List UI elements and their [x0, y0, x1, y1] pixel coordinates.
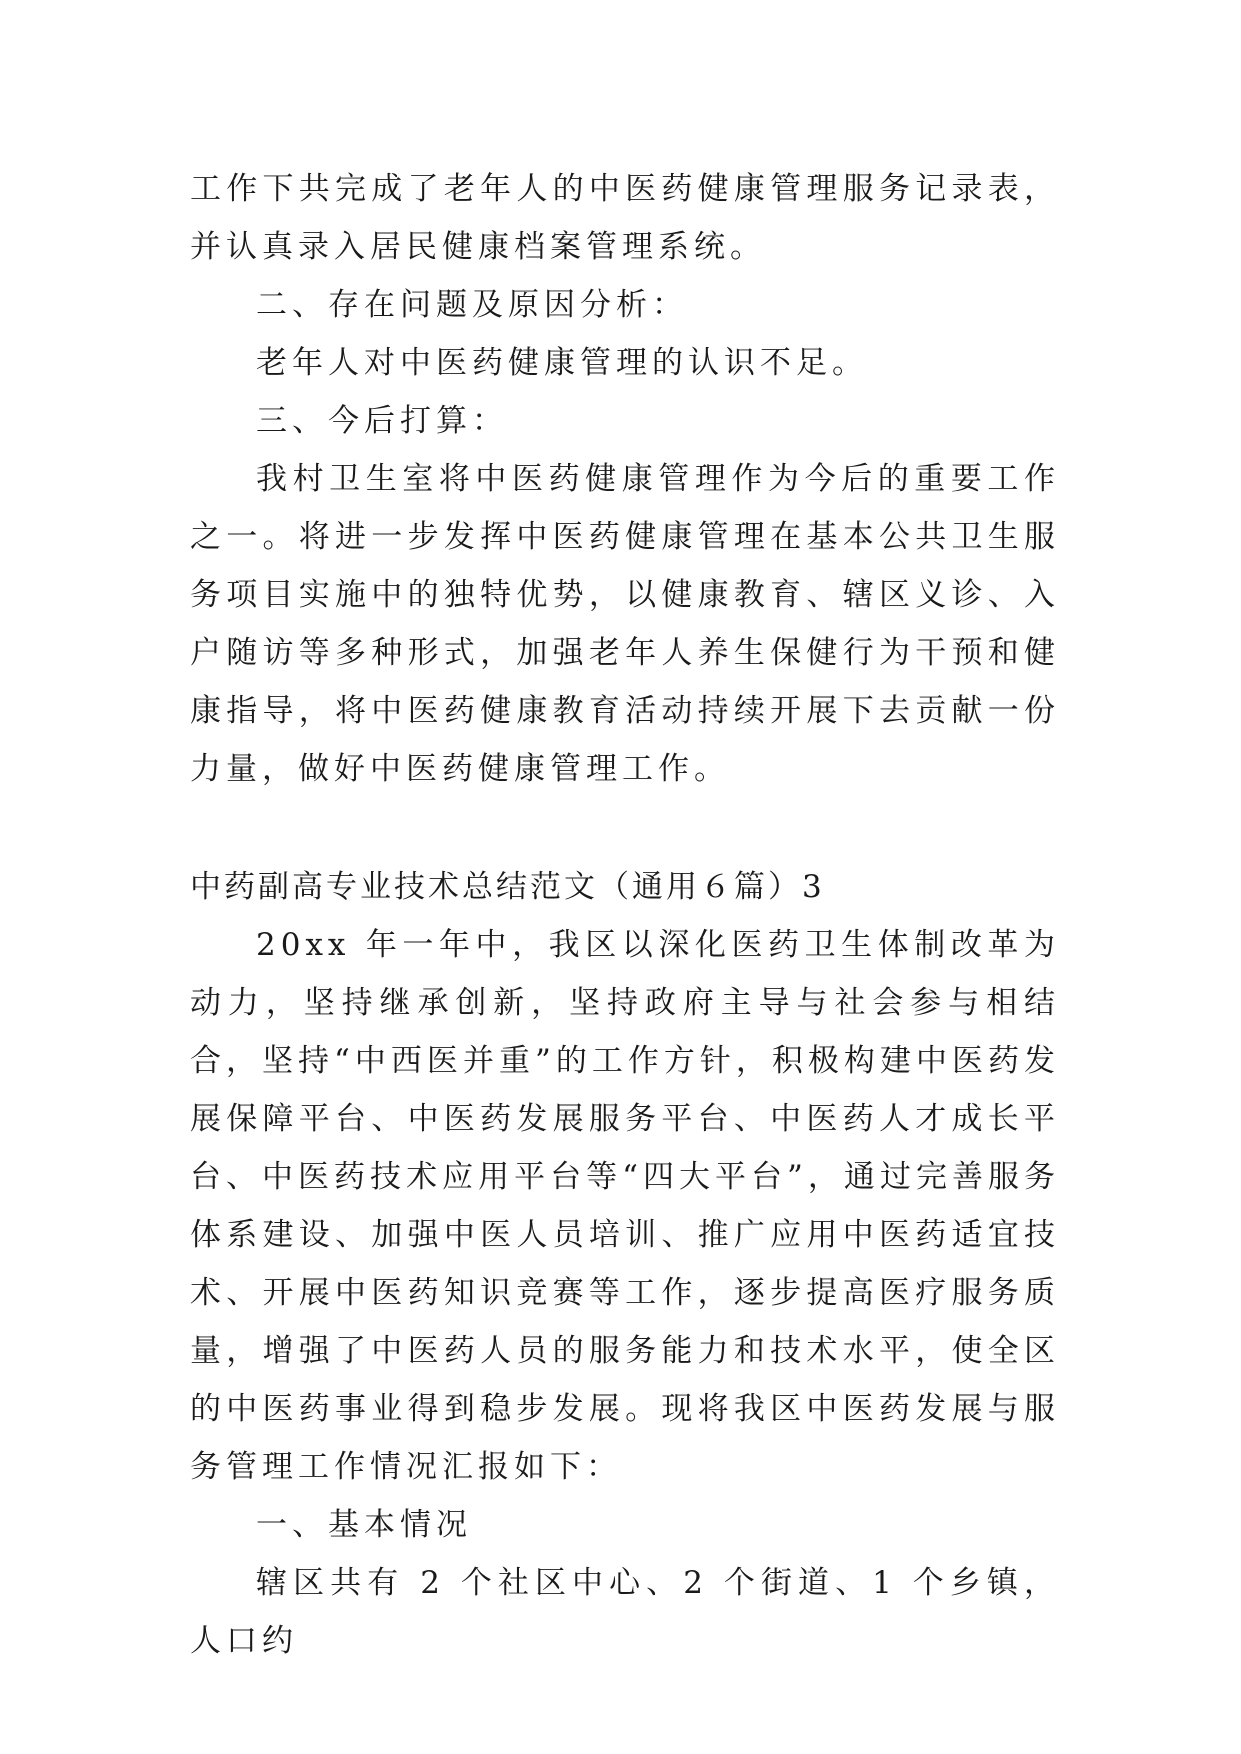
paragraph-intro: 20xx 年一年中，我区以深化医药卫生体制改革为动力，坚持继承创新，坚持政府主导与社会参与相结合，坚持“中西医并重”的工作方针，积极构建中医药发展保障平台、中医药发展服务平台、中医药人才成长平台、中医药技术应用平台等“四大平台”，通过完善服务体系建设、加强中医人员培训、推广应用中医药适宜技术、开展中医药知识竞赛等工作，逐步提高医疗服务质量，增强了中医药人员的服务能力和技术水平，使全区的中医药事业得到稳步发展。现将我区中医药发展与服务管理工作情况汇报如下：	[190, 927, 1060, 1485]
paragraph-continuation: 工作下共完成了老年人的中医药健康管理服务记录表，并认真录入居民健康档案管理系统。	[190, 171, 1060, 265]
section-title: 中药副高专业技术总结范文（通用６篇）3	[190, 869, 825, 905]
heading-future-plans: 三、今后打算：	[256, 403, 508, 439]
paragraph-basic-situation: 辖区共有 2 个社区中心、2 个街道、1 个乡镇，人口约	[190, 1565, 1060, 1659]
paragraph-future-plans: 我村卫生室将中医药健康管理作为今后的重要工作之一。将进一步发挥中医药健康管理在基本公共卫生服务项目实施中的独特优势，以健康教育、辖区义诊、入户随访等多种形式，加强老年人养生保健行为干预和健康指导，将中医药健康教育活动持续开展下去贡献一份力量，做好中医药健康管理工作。	[190, 461, 1060, 787]
section-gap	[190, 798, 1060, 858]
paragraph-problem: 老年人对中医药健康管理的认识不足。	[256, 345, 868, 381]
heading-problems-analysis: 二、存在问题及原因分析：	[256, 287, 688, 323]
document-body	[190, 160, 1060, 1670]
heading-basic-situation: 一、基本情况	[256, 1507, 472, 1543]
